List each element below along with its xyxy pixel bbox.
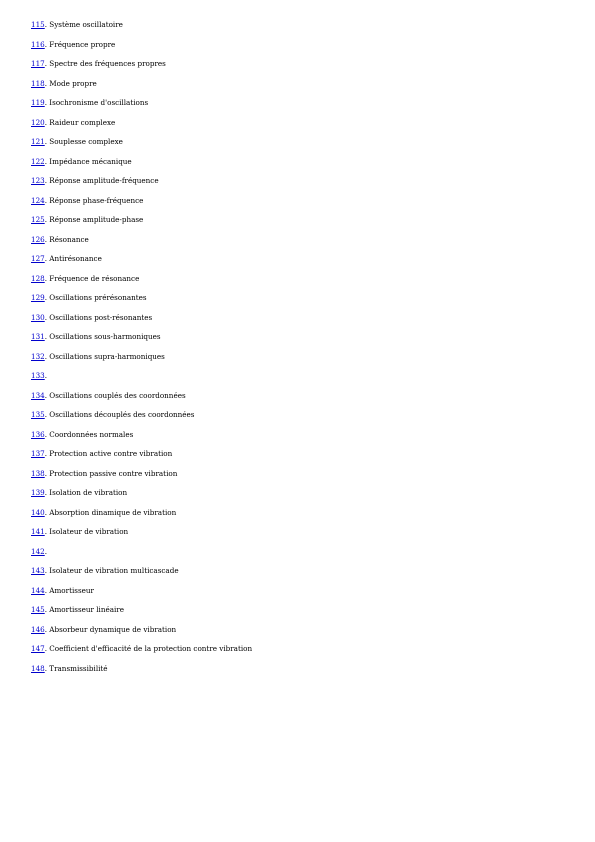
toc-entry-title: Oscillations découplés des coordonnées (49, 410, 195, 419)
toc-entry (31, 195, 252, 215)
toc-entry-number-link[interactable]: 127 (31, 254, 45, 263)
toc-entry (31, 487, 252, 507)
toc-entry-title: Isolateur de vibration (49, 527, 129, 536)
toc-entry-title: Coefficient d'efficacité de la protection contre vibration (49, 644, 253, 653)
toc-entry-number-link[interactable]: 132 (31, 351, 45, 361)
toc-entry (31, 468, 252, 488)
toc-entry-title: Résonance (49, 234, 89, 244)
toc-entry-separator: . (44, 507, 50, 517)
toc-entry-separator: . (44, 566, 50, 575)
toc-entry-title: Réponse phase-fréquence (49, 195, 144, 205)
toc-entry (31, 585, 252, 605)
toc-entry (31, 429, 252, 449)
toc-entry-separator: . (44, 332, 50, 341)
toc-entry-title: Oscillations prérésonantes (49, 293, 147, 302)
toc-entry (31, 370, 252, 390)
toc-entry-number-link[interactable]: 124 (31, 195, 45, 205)
toc-entry-separator: . (44, 546, 48, 556)
toc-entry (31, 448, 252, 468)
toc-entry-separator: . (44, 410, 50, 419)
toc-entry-separator: . (44, 663, 50, 673)
toc-entry-title: Raideur complexe (49, 117, 116, 127)
toc-entry-separator: . (44, 429, 50, 439)
toc-entry-title: Isolateur de vibration multicascade (49, 566, 179, 575)
toc-entry-title: Isochronisme d'oscillations (49, 98, 149, 107)
toc-entry-title: Souplesse complexe (49, 137, 123, 146)
toc-entry (31, 643, 252, 663)
toc-entry-number-link[interactable]: 122 (31, 156, 45, 166)
toc-entry-separator: . (44, 234, 50, 244)
toc-entry-title: Amortisseur linéaire (49, 605, 124, 614)
toc-entry (31, 136, 252, 156)
toc-entry (31, 19, 252, 39)
toc-entry-separator: . (44, 78, 50, 88)
toc-entry-title: Antirésonance (49, 254, 102, 263)
toc-entry (31, 273, 252, 293)
toc-entry-number-link[interactable]: 121 (31, 137, 45, 146)
toc-entry-title: Protection passive contre vibration (49, 468, 178, 478)
toc-entry-number-link[interactable]: 147 (31, 644, 45, 653)
toc-entry-separator: . (44, 449, 50, 458)
toc-entry (31, 312, 252, 332)
toc-entry-number-link[interactable]: 141 (31, 527, 45, 536)
toc-entry (31, 351, 252, 371)
toc-entry-title: Oscillations couplés des coordonnées (49, 390, 186, 400)
toc-entry-separator: . (44, 215, 50, 224)
toc-entry (31, 565, 252, 585)
toc-entry-title: Protection active contre vibration (49, 449, 173, 458)
toc-entry (31, 507, 252, 527)
toc-entry-number-link[interactable]: 120 (31, 117, 45, 127)
toc-entry (31, 409, 252, 429)
toc-entry-separator: . (44, 137, 50, 146)
toc-entry-number-link[interactable]: 143 (31, 566, 45, 575)
toc-entry-separator: . (44, 20, 50, 29)
toc-entry-number-link[interactable]: 138 (31, 468, 45, 478)
toc-entry-number-link[interactable]: 146 (31, 624, 45, 634)
toc-entry-separator: . (44, 117, 50, 127)
toc-entry-number-link[interactable]: 148 (31, 663, 45, 673)
toc-entry-number-link[interactable]: 130 (31, 312, 45, 322)
toc-entry-title: Impédance mécanique (49, 156, 132, 166)
toc-entry-number-link[interactable]: 135 (31, 410, 45, 419)
toc-entry-separator: . (44, 273, 50, 283)
toc-entry (31, 546, 252, 566)
toc-entry-separator: . (44, 156, 50, 166)
toc-entry-number-link[interactable]: 129 (31, 293, 45, 302)
toc-entry (31, 253, 252, 273)
toc-entry (31, 58, 252, 78)
toc-entry-title: Oscillations supra-harmoniques (49, 351, 165, 361)
toc-entry-title: Isolation de vibration (49, 488, 128, 497)
toc-entry (31, 175, 252, 195)
toc-entry-number-link[interactable]: 133 (31, 371, 45, 380)
toc-entry (31, 624, 252, 644)
toc-entry-separator: . (44, 59, 50, 68)
toc-entry-number-link[interactable]: 119 (31, 98, 45, 107)
toc-entry-title: Absorbeur dynamique de vibration (49, 624, 177, 634)
toc-entry-separator: . (44, 176, 50, 185)
toc-entry-title: Fréquence de résonance (49, 273, 140, 283)
toc-entry-title: Réponse amplitude-fréquence (49, 176, 159, 185)
toc-entry (31, 331, 252, 351)
toc-entry-title: Système oscillatoire (49, 20, 123, 29)
toc-entry (31, 526, 252, 546)
toc-entry (31, 234, 252, 254)
toc-list (31, 19, 252, 682)
toc-entry-number-link[interactable]: 128 (31, 273, 45, 283)
toc-entry-separator: . (44, 488, 50, 497)
toc-entry-title: Transmissibilité (49, 663, 108, 673)
toc-entry-separator: . (44, 351, 50, 361)
toc-entry-separator: . (44, 624, 50, 634)
toc-entry-separator: . (44, 605, 50, 614)
toc-entry (31, 390, 252, 410)
toc-entry-separator: . (44, 98, 50, 107)
toc-entry-title: Absorption dinamique de vibration (49, 507, 177, 517)
toc-entry-separator: . (44, 468, 50, 478)
toc-entry (31, 97, 252, 117)
toc-entry-number-link[interactable]: 142 (31, 546, 45, 556)
toc-entry-separator: . (44, 527, 50, 536)
toc-entry-number-link[interactable]: 123 (31, 176, 45, 185)
toc-entry-separator: . (44, 371, 48, 380)
toc-entry (31, 292, 252, 312)
toc-entry-title: Réponse amplitude-phase (49, 215, 144, 224)
toc-entry-number-link[interactable]: 118 (31, 78, 45, 88)
toc-entry-number-link[interactable]: 145 (31, 605, 45, 614)
toc-entry-separator: . (44, 195, 50, 205)
toc-entry-number-link[interactable]: 144 (31, 585, 45, 595)
toc-entry-title: Mode propre (49, 78, 97, 88)
toc-entry-separator: . (44, 390, 50, 400)
toc-entry-separator: . (44, 254, 50, 263)
toc-entry-title: Fréquence propre (49, 39, 116, 49)
toc-entry-number-link[interactable]: 140 (31, 507, 45, 517)
toc-entry-separator: . (44, 644, 50, 653)
toc-entry-title: Oscillations post-résonantes (49, 312, 153, 322)
toc-entry (31, 117, 252, 137)
toc-entry-number-link[interactable]: 137 (31, 449, 45, 458)
toc-entry-title: Coordonnées normales (49, 429, 134, 439)
toc-entry-separator: . (44, 293, 50, 302)
toc-entry-number-link[interactable]: 115 (31, 20, 45, 29)
toc-entry (31, 214, 252, 234)
toc-entry-number-link[interactable]: 125 (31, 215, 45, 224)
toc-entry-number-link[interactable]: 139 (31, 488, 45, 497)
toc-entry (31, 663, 252, 683)
toc-entry-number-link[interactable]: 116 (31, 39, 45, 49)
toc-entry-title: Amortisseur (49, 585, 94, 595)
toc-entry-separator: . (44, 312, 50, 322)
toc-entry (31, 39, 252, 59)
toc-entry-separator: . (44, 585, 50, 595)
toc-entry-number-link[interactable]: 134 (31, 390, 45, 400)
toc-entry-title: Spectre des fréquences propres (49, 59, 166, 68)
toc-entry-title: Oscillations sous-harmoniques (49, 332, 161, 341)
toc-entry-number-link[interactable]: 117 (31, 59, 45, 68)
toc-entry-number-link[interactable]: 131 (31, 332, 45, 341)
toc-entry-separator: . (44, 39, 50, 49)
toc-entry (31, 156, 252, 176)
toc-entry (31, 604, 252, 624)
toc-entry-number-link[interactable]: 126 (31, 234, 45, 244)
toc-entry-number-link[interactable]: 136 (31, 429, 45, 439)
toc-entry (31, 78, 252, 98)
